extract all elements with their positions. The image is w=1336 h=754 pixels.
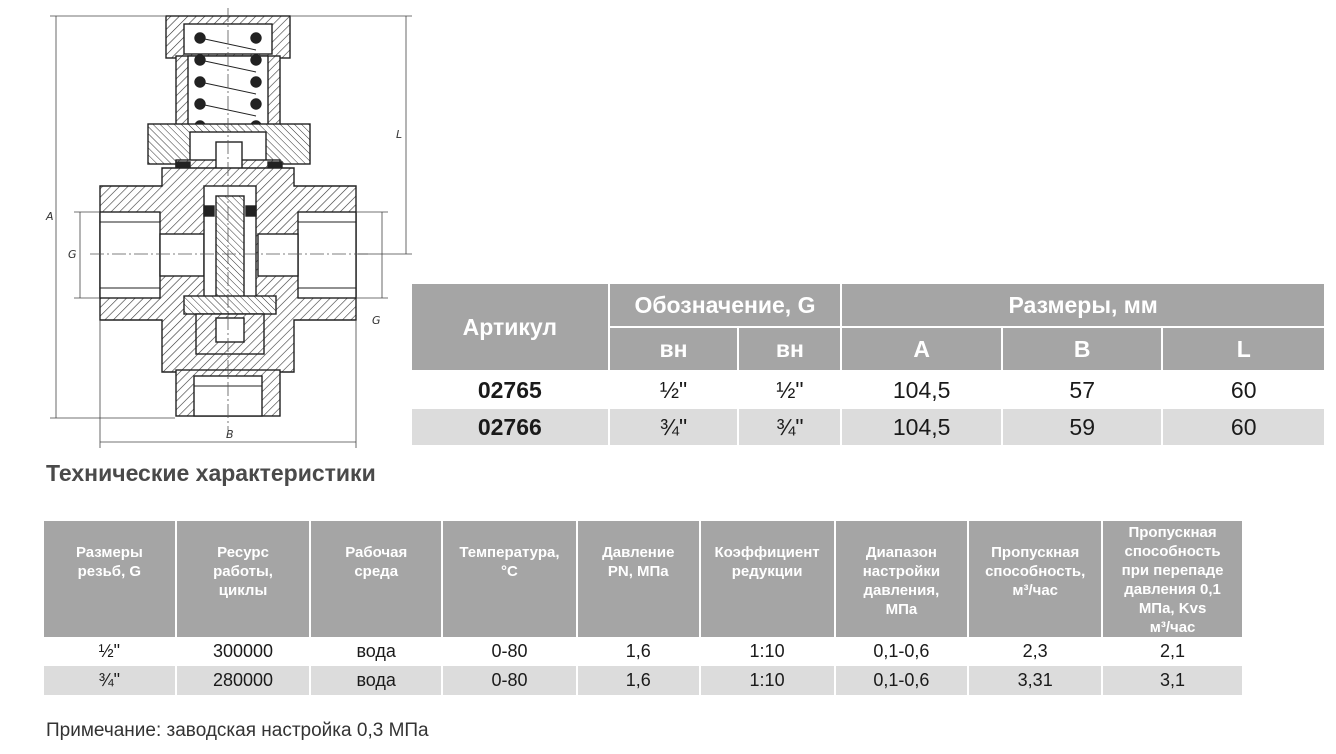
dim-label-b: B — [226, 428, 234, 441]
seat — [184, 296, 276, 314]
cell-range: 0,1-0,6 — [835, 666, 969, 695]
cell-reduction: 1:10 — [700, 637, 835, 666]
technical-specs-table — [42, 521, 1244, 695]
cell-pressure: 1,6 — [577, 666, 700, 695]
cell-medium: вода — [310, 666, 442, 695]
header-temperature: Температура, °C — [442, 521, 577, 637]
cell-range: 0,1-0,6 — [835, 637, 969, 666]
g1-cell: ½" — [609, 371, 739, 409]
header-capacity: Пропускная способность, м³/час — [968, 521, 1102, 637]
cell-temperature: 0-80 — [442, 666, 577, 695]
table-row — [43, 666, 1243, 695]
cell-life: 300000 — [176, 637, 311, 666]
dim-label-l: L — [396, 128, 403, 141]
header-kvs: Пропускная способность при перепаде давления 0,1 МПа, Kvs м³/час — [1102, 521, 1243, 637]
dim-label-a: A — [46, 210, 54, 223]
header-service-life: Ресурс работы, циклы — [176, 521, 311, 637]
valve-section-drawing — [0, 0, 420, 455]
cell-capacity: 3,31 — [968, 666, 1102, 695]
dim-label-g-right: G — [372, 314, 381, 327]
cell-temperature: 0-80 — [442, 637, 577, 666]
table-row — [411, 409, 1325, 445]
l-cell: 60 — [1162, 371, 1325, 409]
g2-cell: ½" — [738, 371, 841, 409]
dimensions-table — [410, 282, 1326, 445]
cell-thread: ¾" — [43, 666, 176, 695]
g1-cell: ¾" — [609, 409, 739, 445]
cell-medium: вода — [310, 637, 442, 666]
subheader-g1: вн — [609, 327, 739, 371]
section-title: Технические характеристики — [46, 460, 376, 486]
table-row — [411, 371, 1325, 409]
cell-pressure: 1,6 — [577, 637, 700, 666]
header-medium: Рабочая среда — [310, 521, 442, 637]
subheader-l: L — [1162, 327, 1325, 371]
header-thread-size: Размеры резьб, G — [43, 521, 176, 637]
b-cell: 59 — [1002, 409, 1163, 445]
cell-kvs: 2,1 — [1102, 637, 1243, 666]
cell-life: 280000 — [176, 666, 311, 695]
table-row — [43, 637, 1243, 666]
header-designation: Обозначение, G — [609, 283, 842, 327]
note: Примечание: заводская настройка 0,3 МПа — [46, 720, 429, 741]
article-cell: 02766 — [411, 409, 609, 445]
header-article: Артикул — [411, 283, 609, 371]
article-cell: 02765 — [411, 371, 609, 409]
cell-reduction: 1:10 — [700, 666, 835, 695]
cell-kvs: 3,1 — [1102, 666, 1243, 695]
header-reduction: Коэффициент редукции — [700, 521, 835, 637]
g2-cell: ¾" — [738, 409, 841, 445]
a-cell: 104,5 — [841, 371, 1002, 409]
l-cell: 60 — [1162, 409, 1325, 445]
header-pressure: Давление PN, МПа — [577, 521, 700, 637]
header-setting-range: Диапазон настройки давления, МПа — [835, 521, 969, 637]
a-cell: 104,5 — [841, 409, 1002, 445]
subheader-g2: вн — [738, 327, 841, 371]
subheader-b: B — [1002, 327, 1163, 371]
cell-thread: ½" — [43, 637, 176, 666]
header-sizes: Размеры, мм — [841, 283, 1325, 327]
subheader-a: A — [841, 327, 1002, 371]
dim-label-g-left: G — [68, 248, 77, 261]
b-cell: 57 — [1002, 371, 1163, 409]
cell-capacity: 2,3 — [968, 637, 1102, 666]
